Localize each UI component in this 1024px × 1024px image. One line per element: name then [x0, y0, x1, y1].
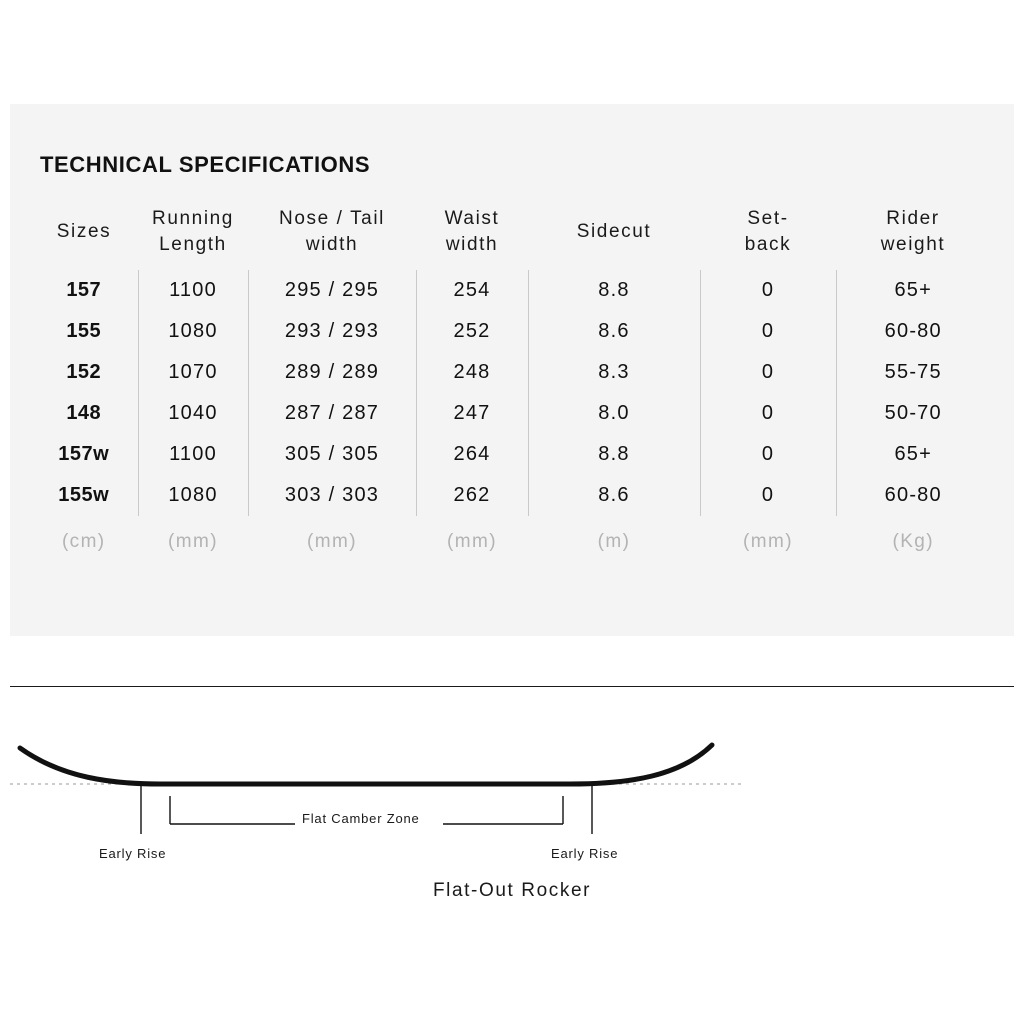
cell-setback: 0 [700, 270, 836, 311]
cell-setback: 0 [700, 393, 836, 434]
page-title: TECHNICAL SPECIFICATIONS [40, 152, 371, 177]
cell-nose-tail-width: 295 / 295 [248, 270, 416, 311]
column-header-running-length-line1: Running [152, 208, 234, 230]
table-row [30, 352, 990, 393]
cell-size: 155w [58, 484, 110, 506]
cell-nose-tail-width: 305 / 305 [248, 434, 416, 475]
cell-waist-width: 252 [416, 311, 528, 352]
column-header-setback-line2: back [744, 234, 792, 255]
early-rise-right-label: Early Rise [551, 846, 619, 861]
cell-nose-tail-width: 293 / 293 [248, 311, 416, 352]
table-units-row [30, 516, 990, 568]
cell-waist-width: 248 [416, 352, 528, 393]
cell-sidecut: 8.8 [528, 434, 700, 475]
cell-rider-weight: 55-75 [836, 352, 990, 393]
board-profile-diagram [0, 700, 1024, 930]
cell-rider-weight: 60-80 [836, 311, 990, 352]
table-row [30, 475, 990, 516]
cell-size: 148 [66, 402, 102, 424]
column-header-sizes [30, 196, 138, 270]
cell-rider-weight: 60-80 [836, 475, 990, 516]
cell-running-length: 1040 [138, 393, 248, 434]
cell-sidecut: 8.0 [528, 393, 700, 434]
specifications-table [30, 196, 990, 568]
cell-running-length: 1100 [138, 270, 248, 311]
section-divider [10, 686, 1014, 687]
unit-sizes: (cm) [61, 531, 106, 552]
profile-caption: Flat-Out Rocker [432, 880, 592, 901]
table-header-row [30, 196, 990, 270]
cell-size: 152 [66, 361, 102, 383]
cell-nose-tail-width: 287 / 287 [248, 393, 416, 434]
cell-waist-width: 254 [416, 270, 528, 311]
cell-rider-weight: 65+ [836, 270, 990, 311]
cell-waist-width: 264 [416, 434, 528, 475]
table-body [30, 270, 990, 568]
board-profile-outline [20, 745, 712, 784]
cell-running-length: 1080 [138, 475, 248, 516]
column-header-nose-tail-width-line2: width [305, 234, 359, 255]
column-header-running-length [138, 196, 248, 270]
cell-size: 157w [58, 443, 110, 465]
column-header-nose-tail-width [248, 196, 416, 270]
column-header-sizes-line1: Sizes [56, 221, 112, 243]
unit-rider-weight: (Kg) [892, 531, 934, 552]
cell-nose-tail-width: 303 / 303 [248, 475, 416, 516]
technical-specifications-panel [10, 104, 1014, 636]
cell-setback: 0 [700, 311, 836, 352]
column-header-running-length-line2: Length [159, 234, 227, 255]
cell-running-length: 1080 [138, 311, 248, 352]
column-header-rider-weight-line2: weight [880, 234, 946, 255]
cell-sidecut: 8.6 [528, 311, 700, 352]
column-header-rider-weight [836, 196, 990, 270]
table-row [30, 270, 990, 311]
cell-sidecut: 8.6 [528, 475, 700, 516]
cell-size: 155 [66, 320, 102, 342]
cell-rider-weight: 65+ [836, 434, 990, 475]
table-row [30, 434, 990, 475]
column-header-rider-weight-line1: Rider [886, 208, 940, 230]
cell-setback: 0 [700, 434, 836, 475]
column-header-sidecut-line1: Sidecut [576, 221, 652, 243]
cell-setback: 0 [700, 475, 836, 516]
flat-camber-zone-label: Flat Camber Zone [302, 811, 420, 826]
table-row [30, 393, 990, 434]
unit-sidecut: (m) [597, 531, 631, 552]
unit-nose-tail-width: (mm) [307, 531, 357, 552]
unit-setback: (mm) [743, 531, 793, 552]
column-header-sidecut [528, 196, 700, 270]
cell-sidecut: 8.3 [528, 352, 700, 393]
cell-running-length: 1070 [138, 352, 248, 393]
column-header-setback-line1: Set- [747, 208, 789, 230]
column-header-waist-width [416, 196, 528, 270]
cell-setback: 0 [700, 352, 836, 393]
unit-waist-width: (mm) [447, 531, 497, 552]
cell-waist-width: 247 [416, 393, 528, 434]
cell-rider-weight: 50-70 [836, 393, 990, 434]
cell-sidecut: 8.8 [528, 270, 700, 311]
early-rise-left-label: Early Rise [99, 846, 167, 861]
cell-running-length: 1100 [138, 434, 248, 475]
column-header-nose-tail-width-line1: Nose / Tail [279, 208, 385, 230]
unit-running-length: (mm) [168, 531, 218, 552]
column-header-waist-width-line1: Waist [444, 208, 500, 230]
column-header-waist-width-line2: width [445, 234, 499, 255]
table-header [30, 196, 990, 270]
cell-size: 157 [66, 279, 102, 301]
cell-waist-width: 262 [416, 475, 528, 516]
table-row [30, 311, 990, 352]
column-header-setback [700, 196, 836, 270]
cell-nose-tail-width: 289 / 289 [248, 352, 416, 393]
